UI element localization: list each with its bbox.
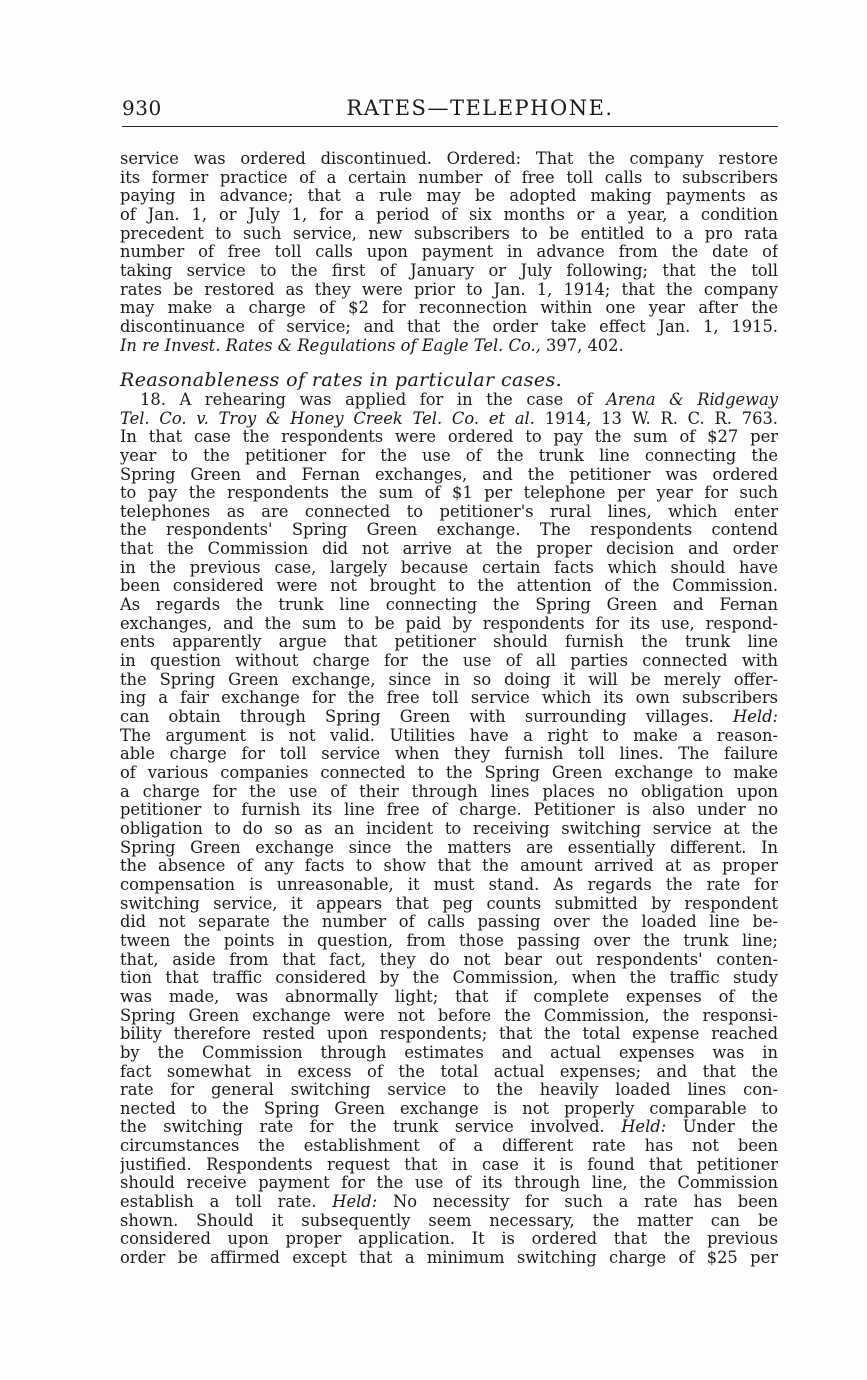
text-line: In that case the respondents were ordered to pay the sum of $27 per [120,428,778,447]
text-line: to pay the respondents the sum of $1 per telephone per year for such [120,484,778,503]
running-head: RATES—TELEPHONE. [346,96,614,120]
text-line: should receive payment for the use of its through line, the Commission [120,1174,778,1193]
text-line: the absence of any facts to show that the amount arrived at as proper [120,857,778,876]
text-line: precedent to such service, new subscribers to be entitled to a pro rata [120,224,778,243]
text-line: order be affirmed except that a minimum switching charge of $25 per [120,1249,778,1268]
text-line: 18. A rehearing was applied for in the case of Arena & Ridgeway [140,390,778,409]
text-line: justified. Respondents request that in case it is found that petitioner [120,1155,778,1174]
text-line: that the Commission did not arrive at the proper decision and order [120,540,778,559]
text-line: rate for general switching service to the heavily loaded lines con- [120,1081,778,1100]
text-line: As regards the trunk line connecting the Spring Green and Fernan [120,596,778,615]
text-line: shown. Should it subsequently seem necessary, the matter can be [120,1211,778,1230]
text-line: the Spring Green exchange, since in so doing it will be merely offer- [120,670,778,689]
text-line: nected to the Spring Green exchange is not properly comparable to [120,1099,778,1118]
text-line: considered upon proper application. It is ordered that the previous [120,1230,778,1249]
text-line: switching service, it appears that peg counts submitted by respondent [120,894,778,913]
text-line: petitioner to furnish its line free of charge. Petitioner is also under no [120,801,778,820]
paragraph-1 [120,150,778,355]
case-name: Tel. Co. v. Troy & Honey Creek Tel. Co. et al. [120,409,535,428]
text-line: ents apparently argue that petitioner should furnish the trunk line [120,633,778,652]
held-label: Held: [621,1118,667,1137]
text-line: the switching rate for the trunk service involved. Held: Under the [120,1118,778,1137]
text-line: did not separate the number of calls passing over the loaded line be- [120,913,778,932]
text-line: compensation is unreasonable, it must stand. As regards the rate for [120,875,778,894]
text-line: its former practice of a certain number of free toll calls to subscribers [120,168,778,187]
text-line: paying in advance; that a rule may be adopted making payments as [120,187,778,206]
text-line: The argument is not valid. Utilities have a right to make a reason- [120,726,778,745]
text-line: of Jan. 1, or July 1, for a period of six months or a year, a condition [120,205,778,224]
case-name: Arena & Ridgeway [606,390,778,409]
text-line: Spring Green exchange since the matters are essentially different. In [120,838,778,857]
text-line: service was ordered discontinued. Ordered: That the company restore [120,150,778,168]
citation-pages: 397, 402. [540,336,624,355]
text-line: of various companies connected to the Spring Green exchange to make [120,764,778,782]
text-line: exchanges, and the sum to be paid by respondents for its use, respond- [120,614,778,633]
text-line: fact somewhat in excess of the total actual expenses; and that the [120,1062,778,1081]
page-header [122,94,778,127]
text-line: Spring Green exchange were not before the Commission, the responsi- [120,1006,778,1025]
text-line: obligation to do so as an incident to receiving switching service at the [120,819,778,838]
text-line: by the Commission through estimates and actual expenses was in [120,1043,778,1062]
text-line: bility therefore rested upon respondents; that the total expense reached [120,1025,778,1044]
text-line: telephones as are connected to petitioner's rural lines, which enter [120,502,778,521]
text-line: tion that traffic considered by the Commission, when the traffic study [120,969,778,988]
case-citation [120,337,778,356]
text-line: year to the petitioner for the use of the trunk line connecting the [120,446,778,465]
body-text [120,150,778,1268]
text-line: that, aside from that fact, they do not bear out respondents' conten- [120,950,778,969]
text-line: circumstances the establishment of a different rate has not been [120,1137,778,1156]
text-line: may make a charge of $2 for reconnection within one year after the [120,299,778,318]
text-line: in question without charge for the use of all parties connected with [120,652,778,671]
text-line: a charge for the use of their through lines places no obligation upon [120,782,778,801]
held-label: Held: [332,1193,378,1212]
text-line: establish a toll rate. Held: No necessity for such a rate has been [120,1193,778,1212]
text-line: able charge for toll service when they furnish toll lines. The failure [120,745,778,764]
citation-case-name: In re Invest. Rates & Regulations of Eagle Tel. Co., [120,336,541,355]
text-line: tween the points in question, from those passing over the trunk line; [120,931,778,950]
text-line: the respondents' Spring Green exchange. The respondents contend [120,521,778,540]
text-line: ing a fair exchange for the free toll service which its own subscribers [120,689,778,708]
text-line: taking service to the first of January or July following; that the toll [120,261,778,280]
held-label: Held: [733,708,778,727]
text-line: Spring Green and Fernan exchanges, and the petitioner was ordered [120,465,778,484]
text-line: discontinuance of service; and that the order take effect Jan. 1, 1915. [120,317,778,336]
text-line: was made, was abnormally light; that if complete expenses of the [120,987,778,1006]
text-line: number of free toll calls upon payment in advance from the date of [120,243,778,262]
text-line: rates be restored as they were prior to Jan. 1, 1914; that the company [120,280,778,299]
text-line: Tel. Co. v. Troy & Honey Creek Tel. Co. et al. 1914, 13 W. R. C. R. 763. [120,409,778,428]
text-line: in the previous case, largely because certain facts which should have [120,558,778,577]
section-heading: Reasonableness of rates in particular cases. [120,369,563,392]
text-line: been considered were not brought to the attention of the Commission. [120,577,778,596]
page-number: 930 [122,96,162,120]
paragraph-18 [120,391,778,1268]
text-line: can obtain through Spring Green with surrounding villages. Held: [120,708,778,727]
